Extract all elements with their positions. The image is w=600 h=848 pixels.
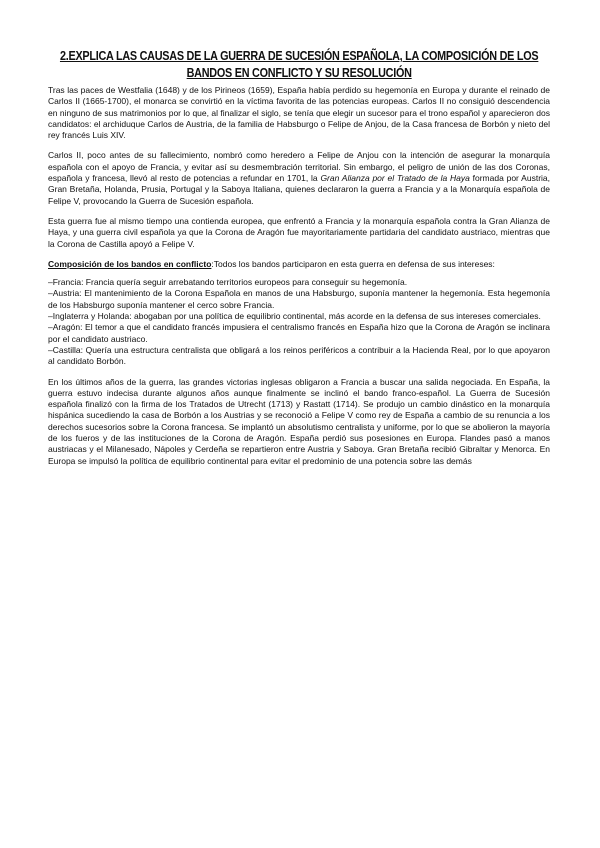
composition-intro: :Todos los bandos participaron en esta guerra en defensa de sus intereses: <box>211 258 495 269</box>
list-item: –Francia: Francia quería seguir arrebatando territorios europeos para conseguir su hegemonía. <box>48 277 408 288</box>
resolution-paragraph: En los últimos años de la guerra, las grandes victorias inglesas obligaron a Francia a buscar una salida negociada. En España, la guerra estuvo indecisa durante algunos años aunque finalmente se inclinó el bando franco-español. La Guerra de Sucesión española finalizó con la firma de los Tratados de Utrecht (1713) y Rastatt (1714). Se produjo un cambio dinástico en la monarquía hispánica sucediendo la casa de Borbón a los Austrias y se reconoció a Felipe V como rey de España a cambio de su renuncia a los derechos sucesorios sobre la Corona francesa. Se implantó un absolutismo centralista y uniforme, por lo que se abolieron la mayoría de los fueros y de las instituciones de la Corona de Aragón. España perdió sus posesiones en Europa. Flandes pasó a manos austriacas y el Milanesado, Nápoles y Cerdeña se repartieron entre Austria y Saboya. Gran Bretaña recibió Gibraltar y Menorca. En Europa se impulsó la política de equilibrio continental para evitar el predominio de una potencia sobre las demás <box>48 376 550 466</box>
succession-paragraph <box>48 150 550 206</box>
bandos-list <box>48 277 550 367</box>
list-item: –Aragón: El temor a que el candidato francés impusiera el centralismo francés en España hizo que la Corona de Aragón se inclinara por el candidato austriaco. <box>48 322 550 344</box>
intro-paragraph: Tras las paces de Westfalia (1648) y de los Pirineos (1659), España había perdido su hegemonía en Europa y durante el reinado de Carlos II (1665-1700), el monarca se convirtió en la víctima favorita de las potencias europeas. Carlos II no consiguió descendencia en ninguno de sus matrimonios por lo que, al finalizar el siglo, se tenía que elegir un sucesor para el trono español y aparecieron dos candidatos: el archiduque Carlos de Austria, de la familia de Habsburgo o Felipe de Anjou, de la Casa francesa de Borbón y nieto del rey francés Luis XIV. <box>48 85 550 141</box>
succession-text-1: Carlos II, poco antes de su fallecimiento, nombró como heredero a Felipe de Anjou con la intención de asegurar la monarquía española con el apoyo de Francia, y evitar así su desmembración territorial. Sin embargo, el peligro de unión de las dos Coronas, española y francesa, llevó al resto de potencias a refundar en 1701, la <box>48 150 550 184</box>
list-item: –Inglaterra y Holanda: abogaban por una política de equilibrio continental, más acorde en la defensa de sus intereses comerciales. <box>48 311 541 322</box>
document-title: 2.EXPLICA LAS CAUSAS DE LA GUERRA DE SUCESIÓN ESPAÑOLA, LA COMPOSICIÓN DE LOS BANDOS EN CONFLICTO Y SU RESOLUCIÓN <box>59 49 539 80</box>
list-item: –Austria: El mantenimiento de la Corona Española en manos de una Habsburgo, suponía mantener la hegemonía. Esta hegemonía de los Habsburgo suponía mantener el cerco sobre Francia. <box>48 288 550 310</box>
succession-text-2: formada por Austria, Gran Bretaña, Holanda, Prusia, Portugal y la Saboya Italiana, quienes declararon la guerra a Francia y a la Monarquía española de Felipe V, provocando la Guerra de Sucesión española. <box>48 173 551 206</box>
war-nature-paragraph: Esta guerra fue al mismo tiempo una contienda europea, que enfrentó a Francia y la monarquía española contra la Gran Alianza de Haya, y una guerra civil española ya que la Corona de Aragón fue mayoritariamente partidaria del candidato austriaco, mientras que la Corona de Castilla apoyó a Felipe V. <box>48 215 550 249</box>
composition-heading: Composición de los bandos en conflicto <box>48 258 212 269</box>
gran-alianza-italic: Gran Alianza por el Tratado de la Haya <box>320 173 470 184</box>
composition-paragraph <box>48 259 550 270</box>
list-item: –Castilla: Quería una estructura centralista que obligará a los reinos periféricos a contribuir a la Hacienda Real, por lo que apoyaron al candidato Borbón. <box>48 344 550 367</box>
document-page <box>48 48 550 467</box>
